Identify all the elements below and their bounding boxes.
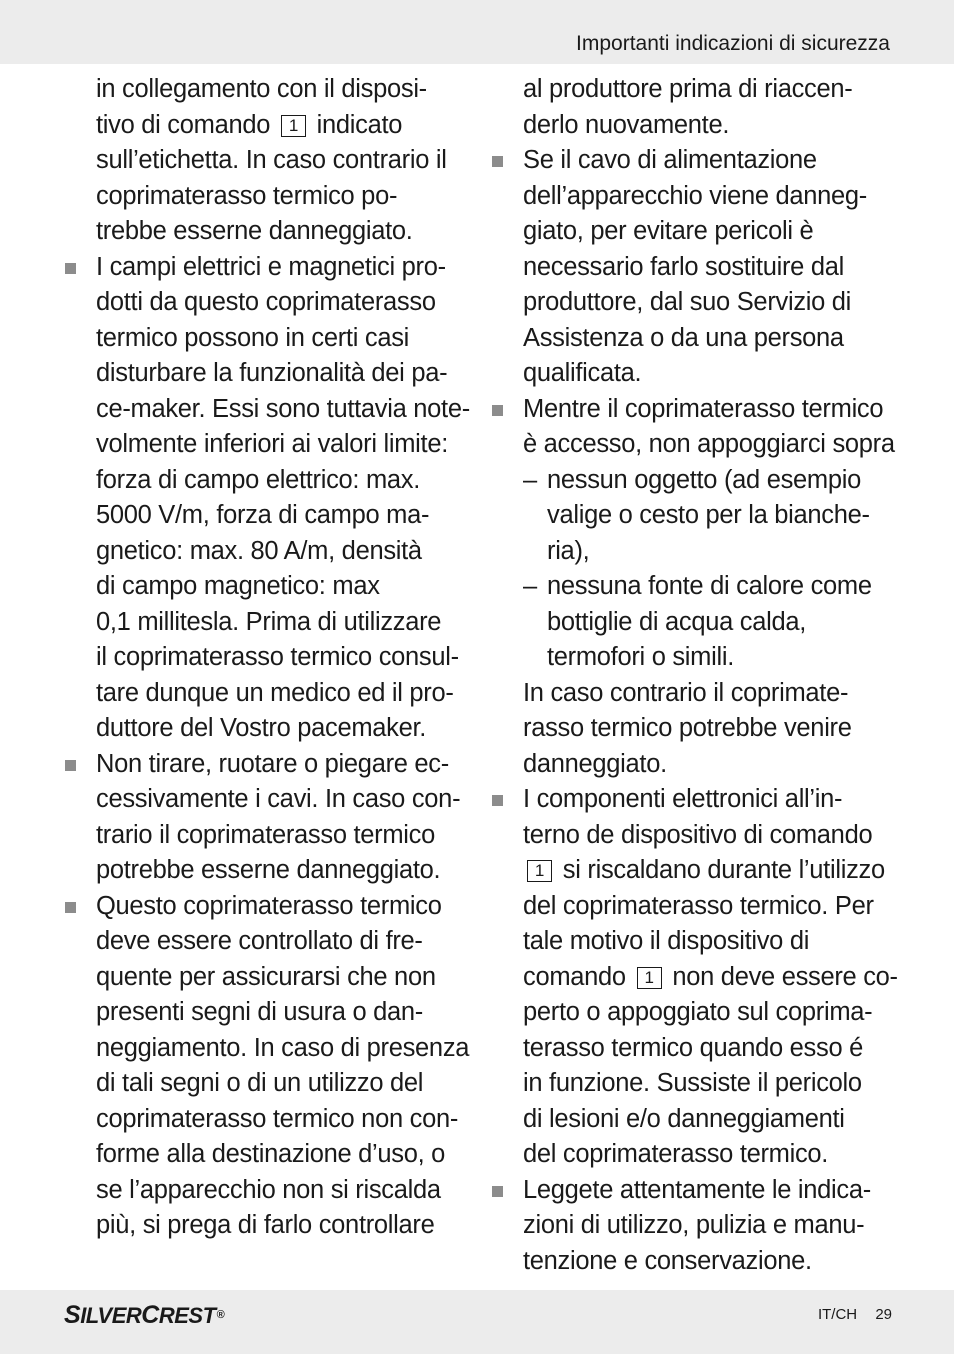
bullet-item-read-instructions [523,1173,898,1280]
text-line: qualificata. [523,359,642,387]
text-line: ce-maker. Essi sono tuttavia note- [96,394,470,423]
paragraph-continued [96,72,471,250]
text-line: trario il coprimaterasso termico [96,820,435,849]
text-line: Mentre il coprimaterasso termico [523,394,884,423]
text-line: termofori o simili. [547,643,734,671]
text-line: bottiglie di acqua calda, [547,607,807,636]
text-line: Assistenza o da una persona [523,323,844,352]
page-number: 29 [875,1306,892,1323]
dash-item-heat-sources [523,569,898,676]
text-line: gnetico: max. 80 A/m, densità [96,536,422,565]
text-line: di lesioni e/o danneggiamenti [523,1104,845,1133]
text-line: Se il cavo di alimentazione [523,146,817,174]
bullet-item-power-cord [523,143,898,392]
bullet-square-icon [492,405,503,416]
right-column [523,72,898,1279]
bullet-item-cables [96,747,471,889]
text-line: forza di campo elettrico: max. [96,465,421,494]
text-line: derlo nuovamente. [523,110,730,139]
text-line: tare dunque un medico ed il pro- [96,678,454,707]
text-line: necessario farlo sostituire dal [523,252,844,281]
text-segment: tivo di comando [96,110,277,139]
component-reference-badge: 1 [637,967,662,989]
text-line: di tali segni o di un utilizzo del [96,1069,424,1097]
text-line: giato, per evitare pericoli è [523,217,814,245]
text-line: I componenti elettronici all’in- [523,785,843,813]
text-segment: comando [523,962,633,991]
text-line: sull’etichetta. In caso contrario il [96,146,447,174]
text-line: più, si prega di farlo controllare [96,1211,435,1239]
text-line: presenti segni di usura o dan- [96,998,423,1026]
text-line: nessuna fonte di calore come [547,572,872,600]
bullet-square-icon [65,902,76,913]
text-line [96,108,471,144]
text-line [523,853,898,889]
text-line: dell’apparecchio viene danneg- [523,181,868,210]
text-line: 0,1 millitesla. Prima di utilizzare [96,607,442,636]
section-title: Importanti indicazioni di sicurezza [576,32,890,55]
text-line: terno de dispositivo di comando [523,820,873,849]
text-segment: non deve essere co- [665,962,898,991]
text-line: 5000 V/m, forza di campo ma- [96,501,430,529]
text-line: del coprimaterasso termico. [523,1140,829,1168]
bullet-item-inspection [96,889,471,1244]
text-line: danneggiato. [523,749,667,778]
bullet-item-electric-fields [96,250,471,747]
text-line: ria), [547,536,590,565]
text-line: Leggete attentamente le indica- [523,1175,871,1204]
text-line: il coprimaterasso termico consul- [96,643,459,671]
text-line: in funzione. Sussiste il pericolo [523,1069,862,1097]
text-segment: si riscaldano durante l’utilizzo [556,856,885,884]
text-line: perto o appoggiato sul coprima- [523,998,873,1026]
bullet-square-icon [492,1186,503,1197]
dash-item-objects [523,463,898,570]
bullet-square-icon [65,760,76,771]
footer-page-info [818,1304,892,1326]
dash-marker: – [523,465,537,494]
brand-logo: SILVERCREST® [64,1301,225,1329]
text-line: coprimaterasso termico non con- [96,1104,459,1133]
text-line: duttore del Vostro pacemaker. [96,714,427,742]
text-line: tenzione e conservazione. [523,1246,812,1275]
text-line: valige o cesto per la bianche- [547,501,870,529]
paragraph-continued [523,72,898,143]
bullet-square-icon [65,263,76,274]
text-line: di campo magnetico: max [96,572,380,600]
text-line: trebbe esserne danneggiato. [96,217,413,245]
language-code: IT/CH [817,1306,858,1323]
component-reference-badge: 1 [527,860,552,882]
bullet-item-do-not-place [523,392,898,783]
text-line: Non tirare, ruotare o piegare ec- [96,749,449,778]
component-reference-badge: 1 [281,115,306,137]
text-line: forme alla destinazione d’uso, o [96,1140,446,1168]
text-line: al produttore prima di riaccen- [523,75,853,103]
text-line: disturbare la funzionalità dei pa- [96,359,448,387]
text-line: termico possono in certi casi [96,323,410,352]
text-line: quente per assicurarsi che non [96,962,436,991]
text-line: è accesso, non appoggiarci sopra [523,430,895,458]
text-line: produttore, dal suo Servizio di [523,288,852,316]
text-segment: indicato [309,110,403,139]
bullet-item-electronics-heat [523,782,898,1173]
text-line: cessivamente i cavi. In caso con- [96,785,461,813]
text-line: In caso contrario il coprimate- [523,678,849,707]
text-line: potrebbe esserne danneggiato. [96,856,441,884]
text-line: volmente inferiori ai valori limite: [96,430,448,458]
text-line: Questo coprimaterasso termico [96,891,442,920]
paragraph-consequence [523,676,898,783]
text-line: nessun oggetto (ad esempio [547,465,862,494]
bullet-square-icon [492,156,503,167]
text-line: rasso termico potrebbe venire [523,714,852,742]
text-line [523,960,898,996]
text-line: terasso termico quando esso é [523,1033,863,1062]
text-line: deve essere controllato di fre- [96,927,423,955]
text-line: tale motivo il dispositivo di [523,927,810,955]
text-line: I campi elettrici e magnetici pro- [96,252,446,281]
text-line: coprimaterasso termico po- [96,181,398,210]
text-line: se l’apparecchio non si riscalda [96,1175,441,1204]
text-line: del coprimaterasso termico. Per [523,891,874,920]
left-column [96,72,471,1244]
text-line: neggiamento. In caso di presenza [96,1033,470,1062]
text-line: zioni di utilizzo, pulizia e manu- [523,1211,865,1239]
text-line: in collegamento con il disposi- [96,75,427,103]
bullet-square-icon [492,795,503,806]
dash-marker: – [523,572,537,600]
text-line: dotti da questo coprimaterasso [96,288,436,316]
